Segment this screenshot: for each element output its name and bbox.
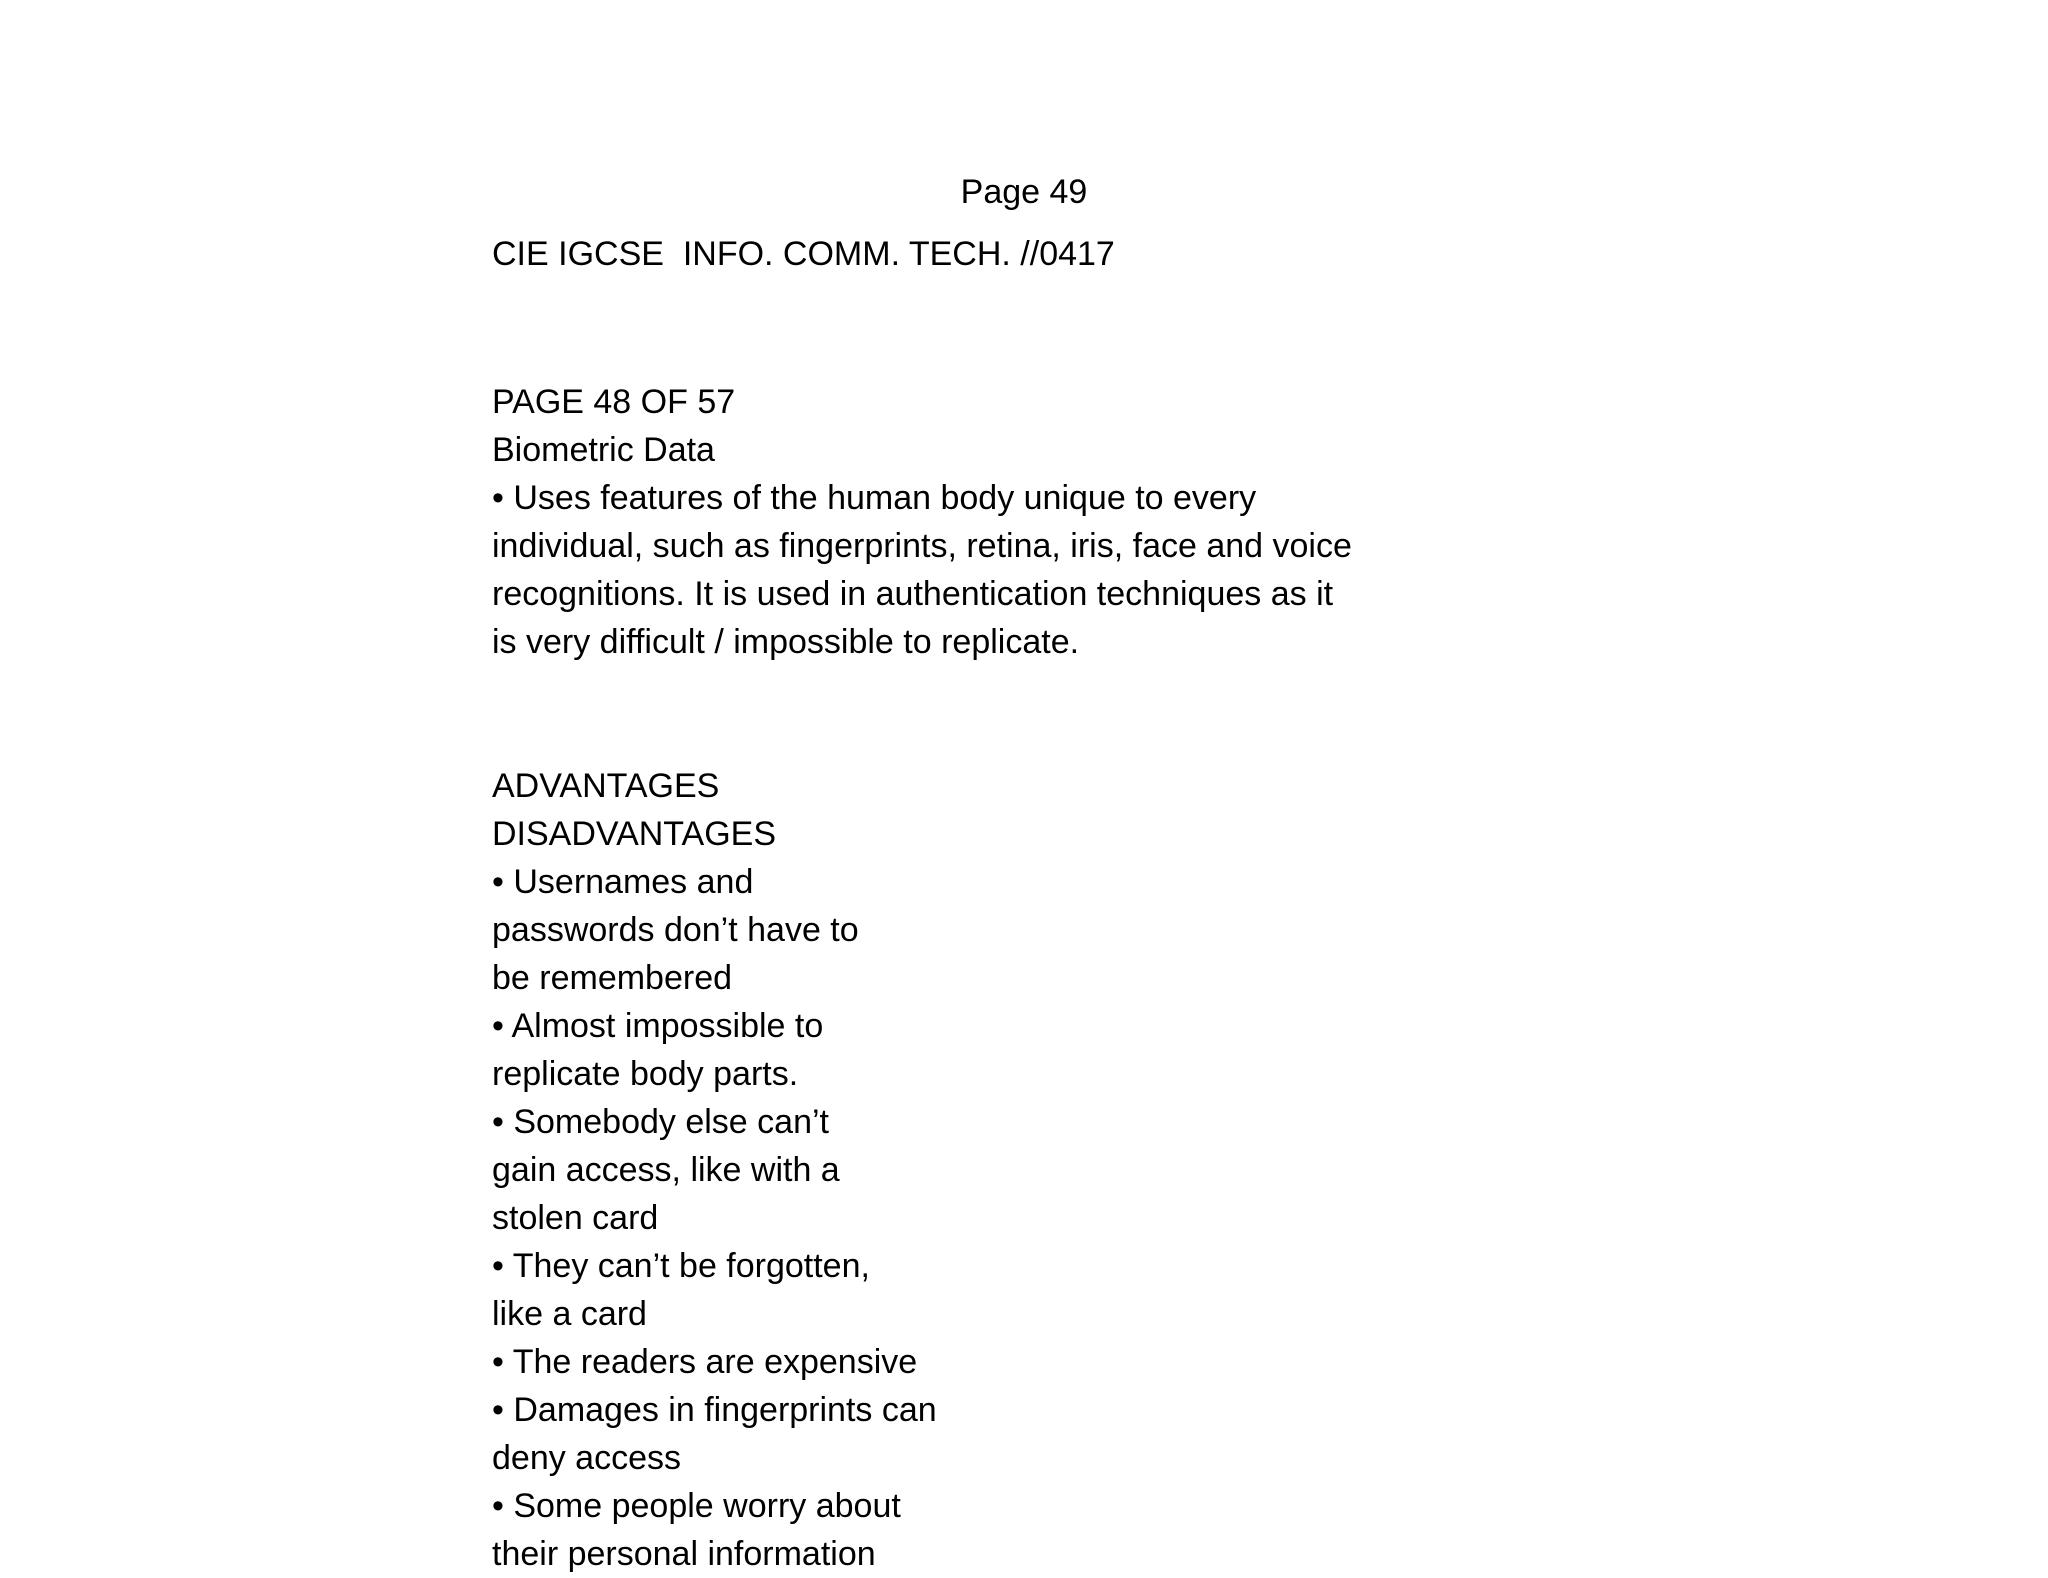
description-line: is very difficult / impossible to replicate. — [492, 623, 1080, 661]
list-item-line: • Damages in fingerprints can — [492, 1391, 937, 1429]
list-item-line: deny access — [492, 1439, 681, 1477]
description-line: individual, such as fingerprints, retina, iris, face and voice — [492, 527, 1352, 565]
list-item-line: replicate body parts. — [492, 1055, 799, 1093]
list-item-line: like a card — [492, 1295, 647, 1333]
page-of-label: PAGE 48 OF 57 — [492, 383, 736, 421]
disadvantages-heading: DISADVANTAGES — [492, 815, 777, 853]
list-item-line: stolen card — [492, 1199, 659, 1237]
list-item-line: • They can’t be forgotten, — [492, 1247, 870, 1285]
list-item-line: • Almost impossible to — [492, 1007, 824, 1045]
list-item-line: their personal information — [492, 1535, 876, 1573]
description-line: recognitions. It is used in authentication techniques as it — [492, 575, 1334, 613]
list-item-line: gain access, like with a — [492, 1151, 840, 1189]
spacer — [492, 666, 1492, 762]
list-item-line: be remembered — [492, 959, 733, 997]
list-item-line: passwords don’t have to — [492, 911, 859, 949]
document-body — [492, 378, 1492, 1578]
advantages-heading: ADVANTAGES — [492, 767, 720, 805]
list-item-line: • Usernames and — [492, 863, 754, 901]
list-item-line: • Some people worry about — [492, 1487, 901, 1525]
list-item-line: • Somebody else can’t — [492, 1103, 829, 1141]
page-number: Page 49 — [960, 173, 1088, 211]
document-header: CIE IGCSE INFO. COMM. TECH. //0417 — [492, 235, 1115, 273]
description-line: • Uses features of the human body unique to every — [492, 479, 1257, 517]
section-title: Biometric Data — [492, 431, 715, 469]
list-item-line: • The readers are expensive — [492, 1343, 918, 1381]
